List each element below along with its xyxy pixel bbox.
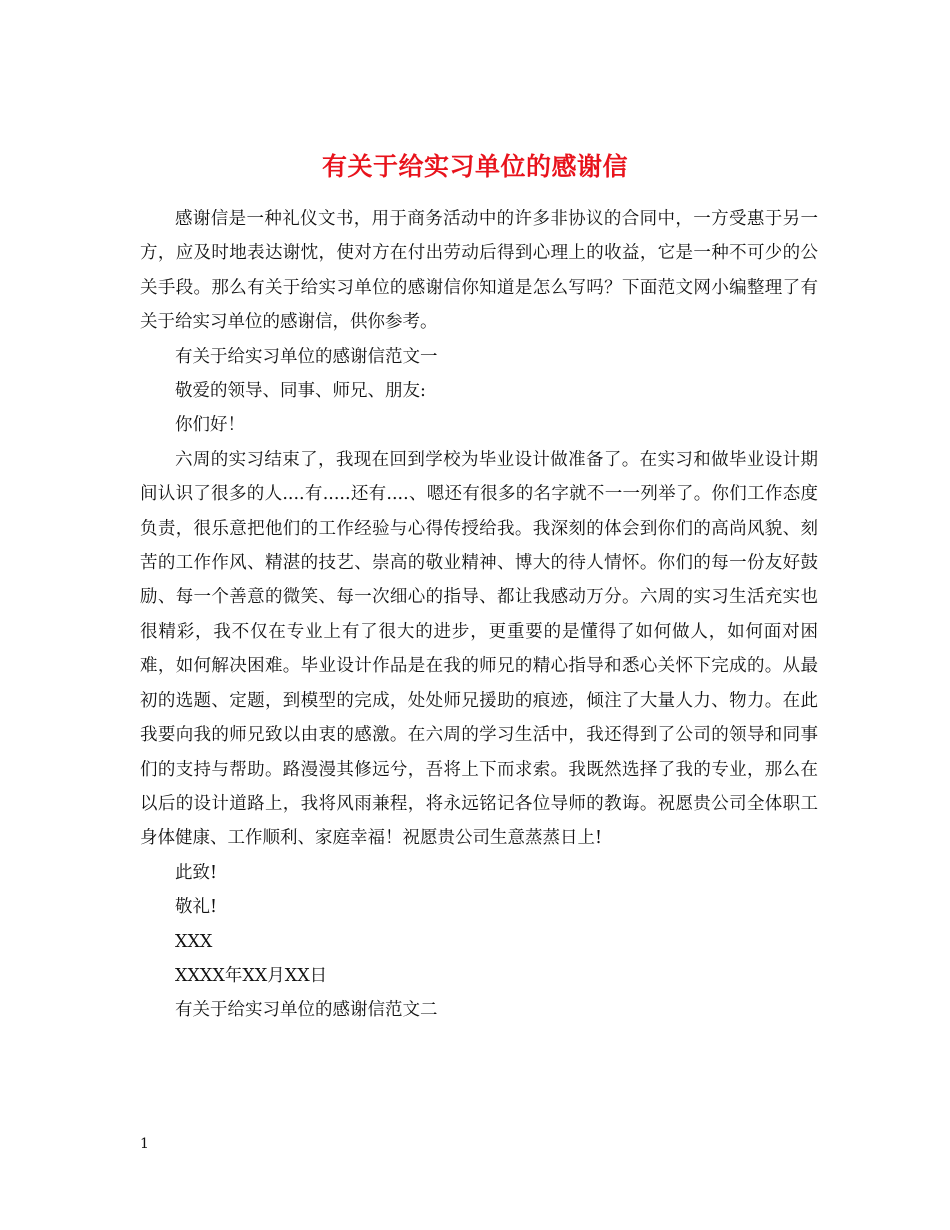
letter-salutation: 敬爱的领导、同事、师兄、朋友: [175, 381, 426, 402]
letter-date: XXXX年XX月XX日 [175, 965, 328, 986]
letter-signature: XXX [175, 931, 213, 952]
document-body [140, 202, 818, 1028]
letter-closing-zhici: 此致! [175, 862, 218, 883]
letter-closing-jingli: 敬礼! [175, 897, 218, 918]
sample-two-heading: 有关于给实习单位的感谢信范文二 [175, 1000, 438, 1021]
letter-greeting: 你们好！ [175, 415, 245, 436]
page-number: 1 [140, 1136, 149, 1152]
intro-paragraph: 感谢信是一种礼仪文书，用于商务活动中的许多非协议的合同中，一方受惠于另一方，应及时地表达谢忱，使对方在付出劳动后得到心理上的收益，它是一种不可少的公关手段。那么有关于给实习单位的感谢信你知道是怎么写吗？下面范文网小编整理了有关于给实习单位的感谢信，供你参考。 [140, 209, 818, 333]
sample-one-heading: 有关于给实习单位的感谢信范文一 [175, 346, 438, 367]
letter-main-paragraph: 六周的实习结束了，我现在回到学校为毕业设计做准备了。在实习和做毕业设计期间认识了很多的人....有.....还有....、嗯还有很多的名字就不一一列举了。你们工作态度负责，很乐意把他们的工作经验与心得传授给我。我深刻的体会到你们的高尚风貌、刻苦的工作作风、精湛的技艺、崇高的敬业精神、博大的待人情怀。你们的每一份友好鼓励、每一个善意的微笑、每一次细心的指导、都让我感动万分。六周的实习生活充实也很精彩，我不仅在专业上有了很大的进步，更重要的是懂得了如何做人，如何面对困难，如何解决困难。毕业设计作品是在我的师兄的精心指导和悉心关怀下完成的。从最初的选题、定题，到模型的完成，处处师兄援助的痕迹，倾注了大量人力、物力。在此我要向我的师兄致以由衷的感激。在六周的学习生活中，我还得到了公司的领导和同事们的支持与帮助。路漫漫其修远兮，吾将上下而求索。我既然选择了我的专业，那么在以后的设计道路上，我将风雨兼程，将永远铭记各位导师的教诲。祝愿贵公司全体职工身体健康、工作顺利、家庭幸福！祝愿贵公司生意蒸蒸日上! [140, 449, 818, 849]
document-title: 有关于给实习单位的感谢信 [321, 151, 628, 181]
